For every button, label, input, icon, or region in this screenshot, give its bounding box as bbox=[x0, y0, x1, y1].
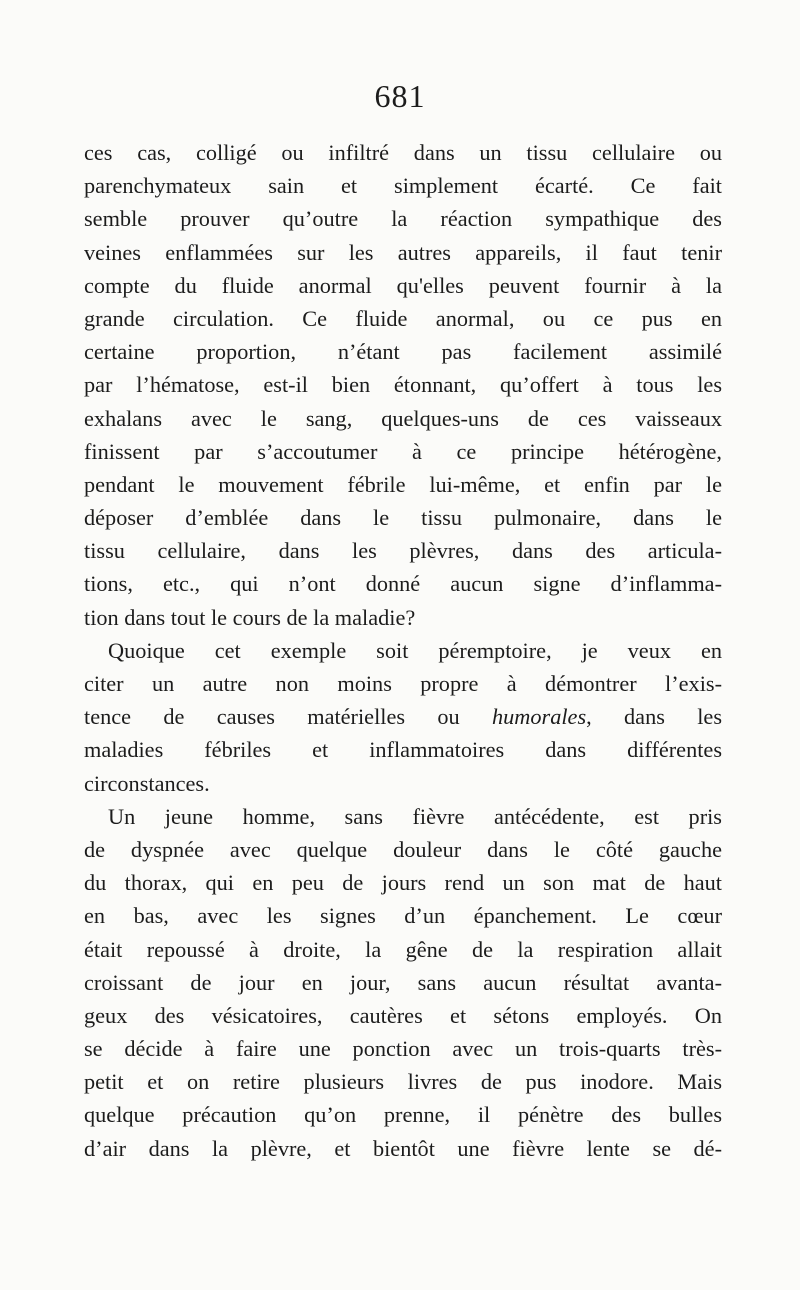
text-line: en bas, avec les signes d’un épanchement. Le cœur bbox=[84, 903, 722, 929]
text-line: parenchymateux sain et simplement écarté. Ce fait bbox=[84, 173, 722, 199]
text-line: tions, etc., qui n’ont donné aucun signe d’inflamma- bbox=[84, 571, 722, 597]
text-line: maladies fébriles et inflammatoires dans différentes bbox=[84, 737, 722, 763]
text-line: circonstances. bbox=[84, 770, 210, 796]
text-line: croissant de jour en jour, sans aucun résultat avanta- bbox=[84, 969, 722, 995]
text-line: tion dans tout le cours de la maladie? bbox=[84, 604, 416, 630]
text-line: veines enflammées sur les autres appareils, il faut tenir bbox=[84, 239, 722, 265]
text-line: geux des vésicatoires, cautères et sétons employés. On bbox=[84, 1002, 722, 1028]
text-line: exhalans avec le sang, quelques-uns de ces vaisseaux bbox=[84, 405, 722, 431]
text-line: Quoique cet exemple soit péremptoire, je veux en bbox=[108, 637, 722, 663]
text-line: déposer d’emblée dans le tissu pulmonaire, dans le bbox=[84, 505, 722, 531]
text-line bbox=[84, 700, 722, 733]
text-line: certaine proportion, n’étant pas facilement assimilé bbox=[84, 339, 722, 365]
text-line: petit et on retire plusieurs livres de pus inodore. Mais bbox=[84, 1069, 722, 1095]
page-number: 681 bbox=[374, 78, 426, 114]
text-line: grande circulation. Ce fluide anormal, ou ce pus en bbox=[84, 305, 722, 331]
text-line: ces cas, colligé ou infiltré dans un tissu cellulaire ou bbox=[84, 140, 722, 165]
text-line: Un jeune homme, sans fièvre antécédente, est pris bbox=[108, 803, 722, 829]
text-line: par l’hématose, est-il bien étonnant, qu’offert à tous les bbox=[84, 372, 722, 398]
text-line: d’air dans la plèvre, et bientôt une fièvre lente se dé- bbox=[84, 1135, 722, 1161]
italic-word: humorales bbox=[491, 704, 587, 730]
text-line: citer un autre non moins propre à démontrer l’exis- bbox=[84, 671, 722, 696]
text-line: tissu cellulaire, dans les plèvres, dans des articula- bbox=[84, 538, 722, 564]
text-line: finissent par s’accoutumer à ce principe hétérogène, bbox=[84, 438, 722, 464]
text-line: compte du fluide anormal qu'elles peuvent fournir à la bbox=[84, 272, 722, 298]
body-text bbox=[84, 136, 722, 1165]
text-line: se décide à faire une ponction avec un trois-quarts très- bbox=[84, 1036, 722, 1062]
text-fragment: , dans les bbox=[586, 704, 722, 730]
text-line: pendant le mouvement fébrile lui-même, et enfin par le bbox=[84, 471, 722, 497]
text-line: du thorax, qui en peu de jours rend un son mat de haut bbox=[84, 870, 722, 896]
text-line: était repoussé à droite, la gêne de la respiration allait bbox=[84, 936, 722, 962]
text-fragment: tence de causes matérielles ou bbox=[84, 704, 492, 730]
text-line: quelque précaution qu’on prenne, il pénètre des bulles bbox=[84, 1102, 722, 1128]
text-line: semble prouver qu’outre la réaction sympathique des bbox=[84, 206, 722, 232]
text-line: de dyspnée avec quelque douleur dans le côté gauche bbox=[84, 836, 722, 862]
